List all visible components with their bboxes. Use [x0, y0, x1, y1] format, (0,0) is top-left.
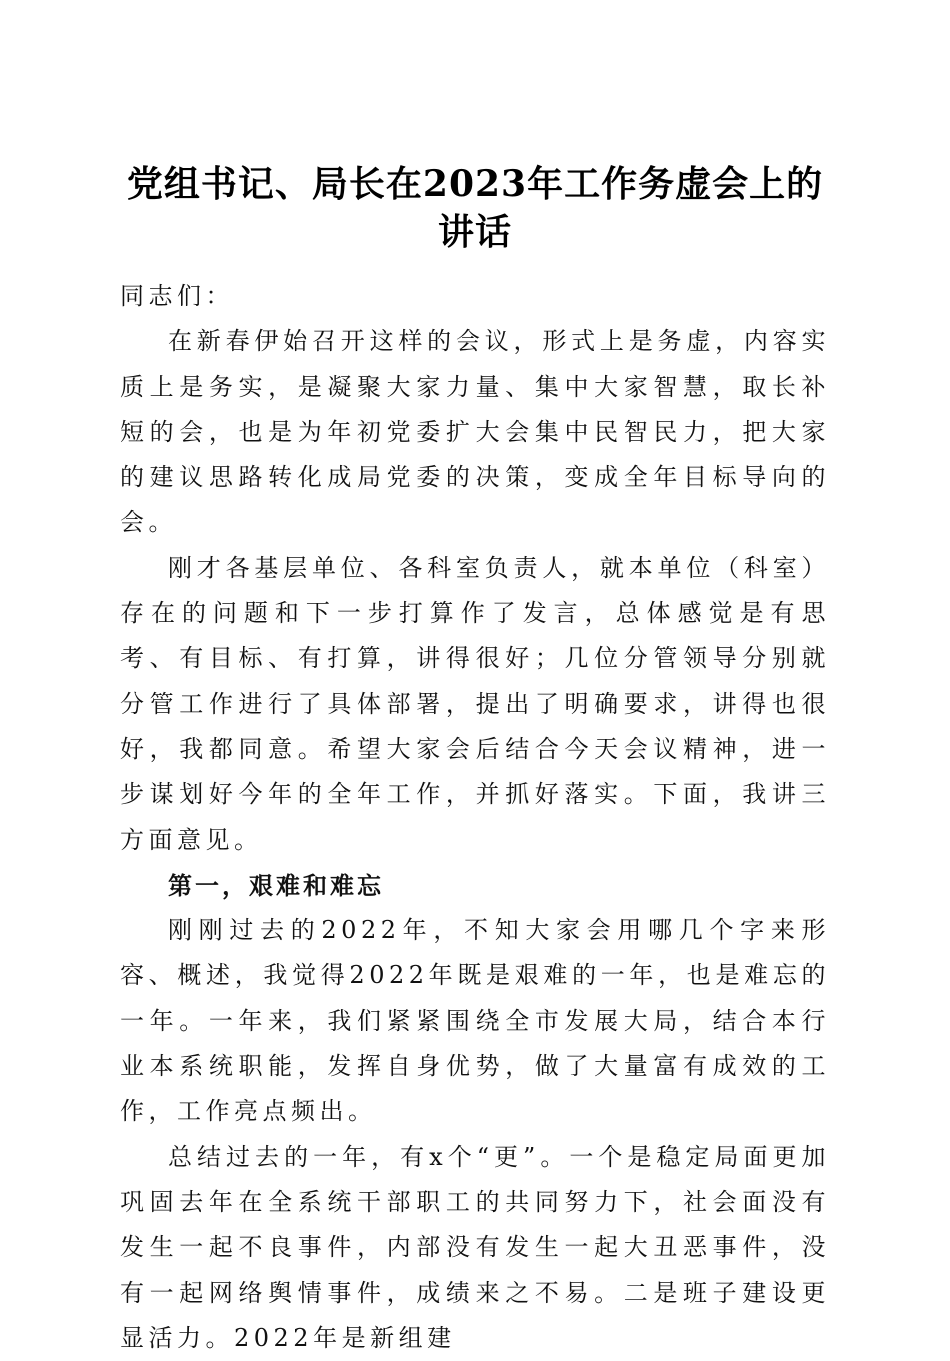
document-body — [120, 274, 830, 1361]
paragraph-review-2022: 刚刚过去的2022年，不知大家会用哪几个字来形容、概述，我觉得2022年既是艰难的一年，也是难忘的一年。一年来，我们紧紧围绕全市发展大局，结合本行业本系统职能，发挥自身优势，做了大量富有成效的工作，工作亮点频出。 — [120, 916, 830, 1126]
section-heading: 第一，艰难和难忘 — [168, 870, 384, 900]
paragraph-opening: 在新春伊始召开这样的会议，形式上是务虚，内容实质上是务实，是凝聚大家力量、集中大家智慧，取长补短的会，也是为年初党委扩大会集中民智民力，把大家的建议思路转化成局党委的决策，变成全年目标导向的会。 — [120, 327, 830, 537]
document-title: 党组书记、局长在2023年工作务虚会上的讲话 — [126, 163, 824, 254]
salutation: 同志们： — [120, 282, 234, 310]
paragraph-summary: 总结过去的一年，有x个“更”。一个是稳定局面更加巩固去年在全系统干部职工的共同努力下，社会面没有发生一起不良事件，内部没有发生一起大丑恶事件，没有一起网络舆情事件，成绩来之不易。二是班子建设更显活力。2022年是新组建 — [120, 1142, 830, 1352]
paragraph-reports: 刚才各基层单位、各科室负责人，就本单位（科室）存在的问题和下一步打算作了发言，总体感觉是有思考、有目标、有打算，讲得很好；几位分管领导分别就分管工作进行了具体部署，提出了明确要求，讲得也很好，我都同意。希望大家会后结合今天会议精神，进一步谋划好今年的全年工作，并抓好落实。下面，我讲三方面意见。 — [120, 553, 830, 854]
